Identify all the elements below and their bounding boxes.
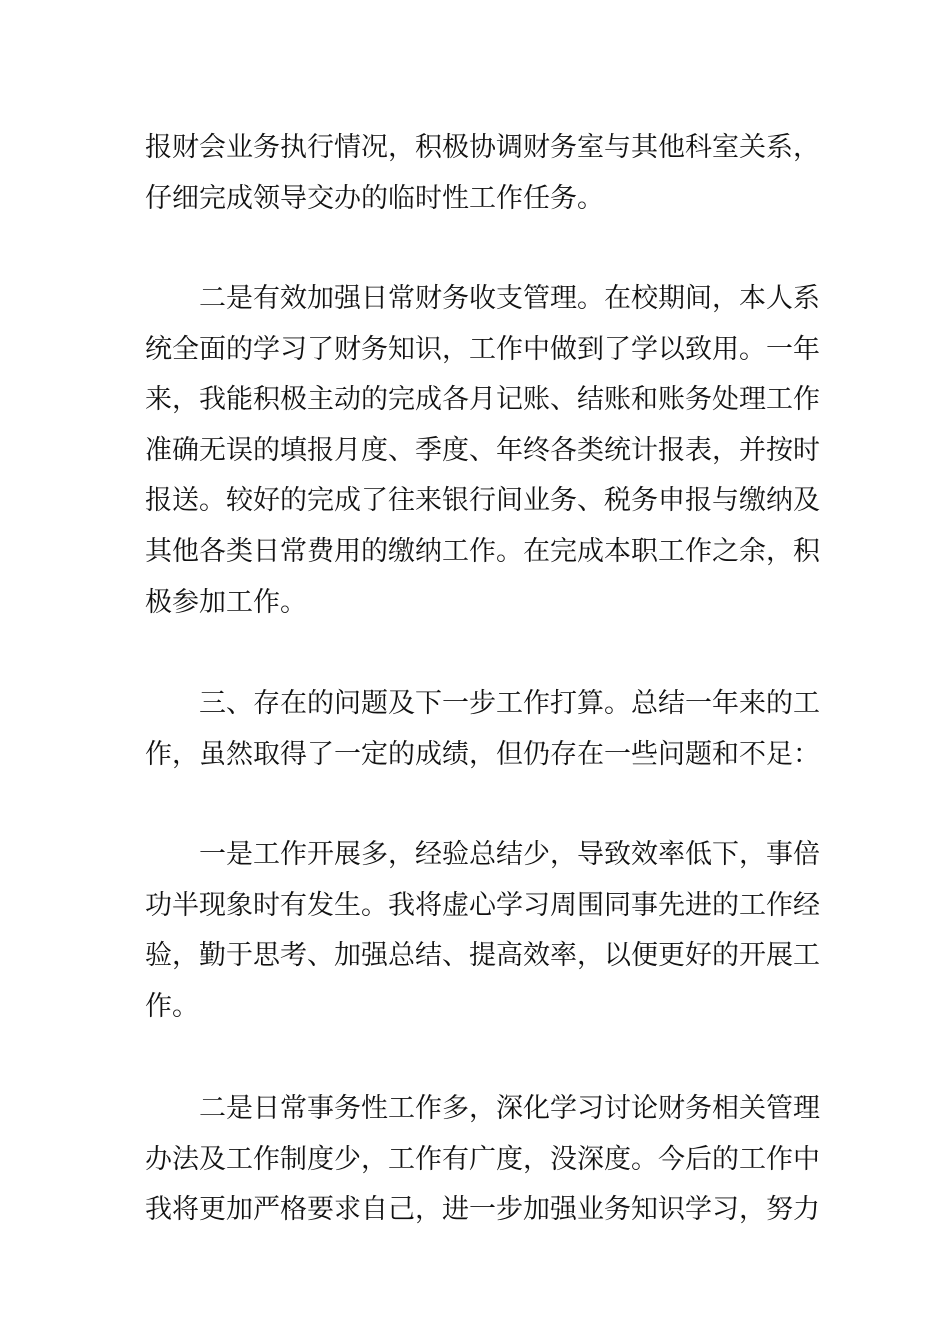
paragraph-continued	[145, 123, 820, 224]
text-line: 报财会业务执行情况，积极协调财务室与其他科室关系，	[145, 132, 820, 163]
text-line: 三、存在的问题及下一步工作打算。总结一年来的工	[199, 688, 820, 719]
text-line: 作，虽然取得了一定的成绩，但仍存在一些问题和不足：	[145, 738, 820, 770]
text-line: 二是日常事务性工作多，深化学习讨论财务相关管理	[199, 1093, 820, 1124]
text-line: 功半现象时有发生。我将虚心学习周围同事先进的工作经	[145, 889, 820, 921]
text-line: 二是有效加强日常财务收支管理。在校期间，本人系	[199, 283, 820, 314]
paragraph-problems-heading	[145, 679, 820, 780]
text-line: 其他各类日常费用的缴纳工作。在完成本职工作之余，积	[145, 535, 820, 567]
text-line: 我将更加严格要求自己，进一步加强业务知识学习，努力	[145, 1194, 820, 1226]
paragraph-problem-one	[145, 830, 820, 1032]
text-line: 办法及工作制度少，工作有广度，没深度。今后的工作中	[145, 1143, 820, 1175]
text-line: 来，我能积极主动的完成各月记账、结账和账务处理工作	[145, 384, 820, 416]
paragraph-problem-two	[145, 1084, 820, 1236]
text-line: 验，勤于思考、加强总结、提高效率，以便更好的开展工	[145, 940, 820, 972]
text-line: 统全面的学习了财务知识，工作中做到了学以致用。一年	[145, 333, 820, 365]
paragraph-daily-finance	[145, 274, 820, 628]
text-line: 报送。较好的完成了往来银行间业务、税务申报与缴纳及	[145, 485, 820, 517]
text-line: 极参加工作。	[145, 586, 307, 618]
text-line: 仔细完成领导交办的临时性工作任务。	[145, 182, 604, 214]
text-line: 作。	[145, 990, 199, 1022]
text-line: 准确无误的填报月度、季度、年终各类统计报表，并按时	[145, 434, 820, 466]
text-line: 一是工作开展多，经验总结少，导致效率低下，事倍	[199, 839, 820, 870]
